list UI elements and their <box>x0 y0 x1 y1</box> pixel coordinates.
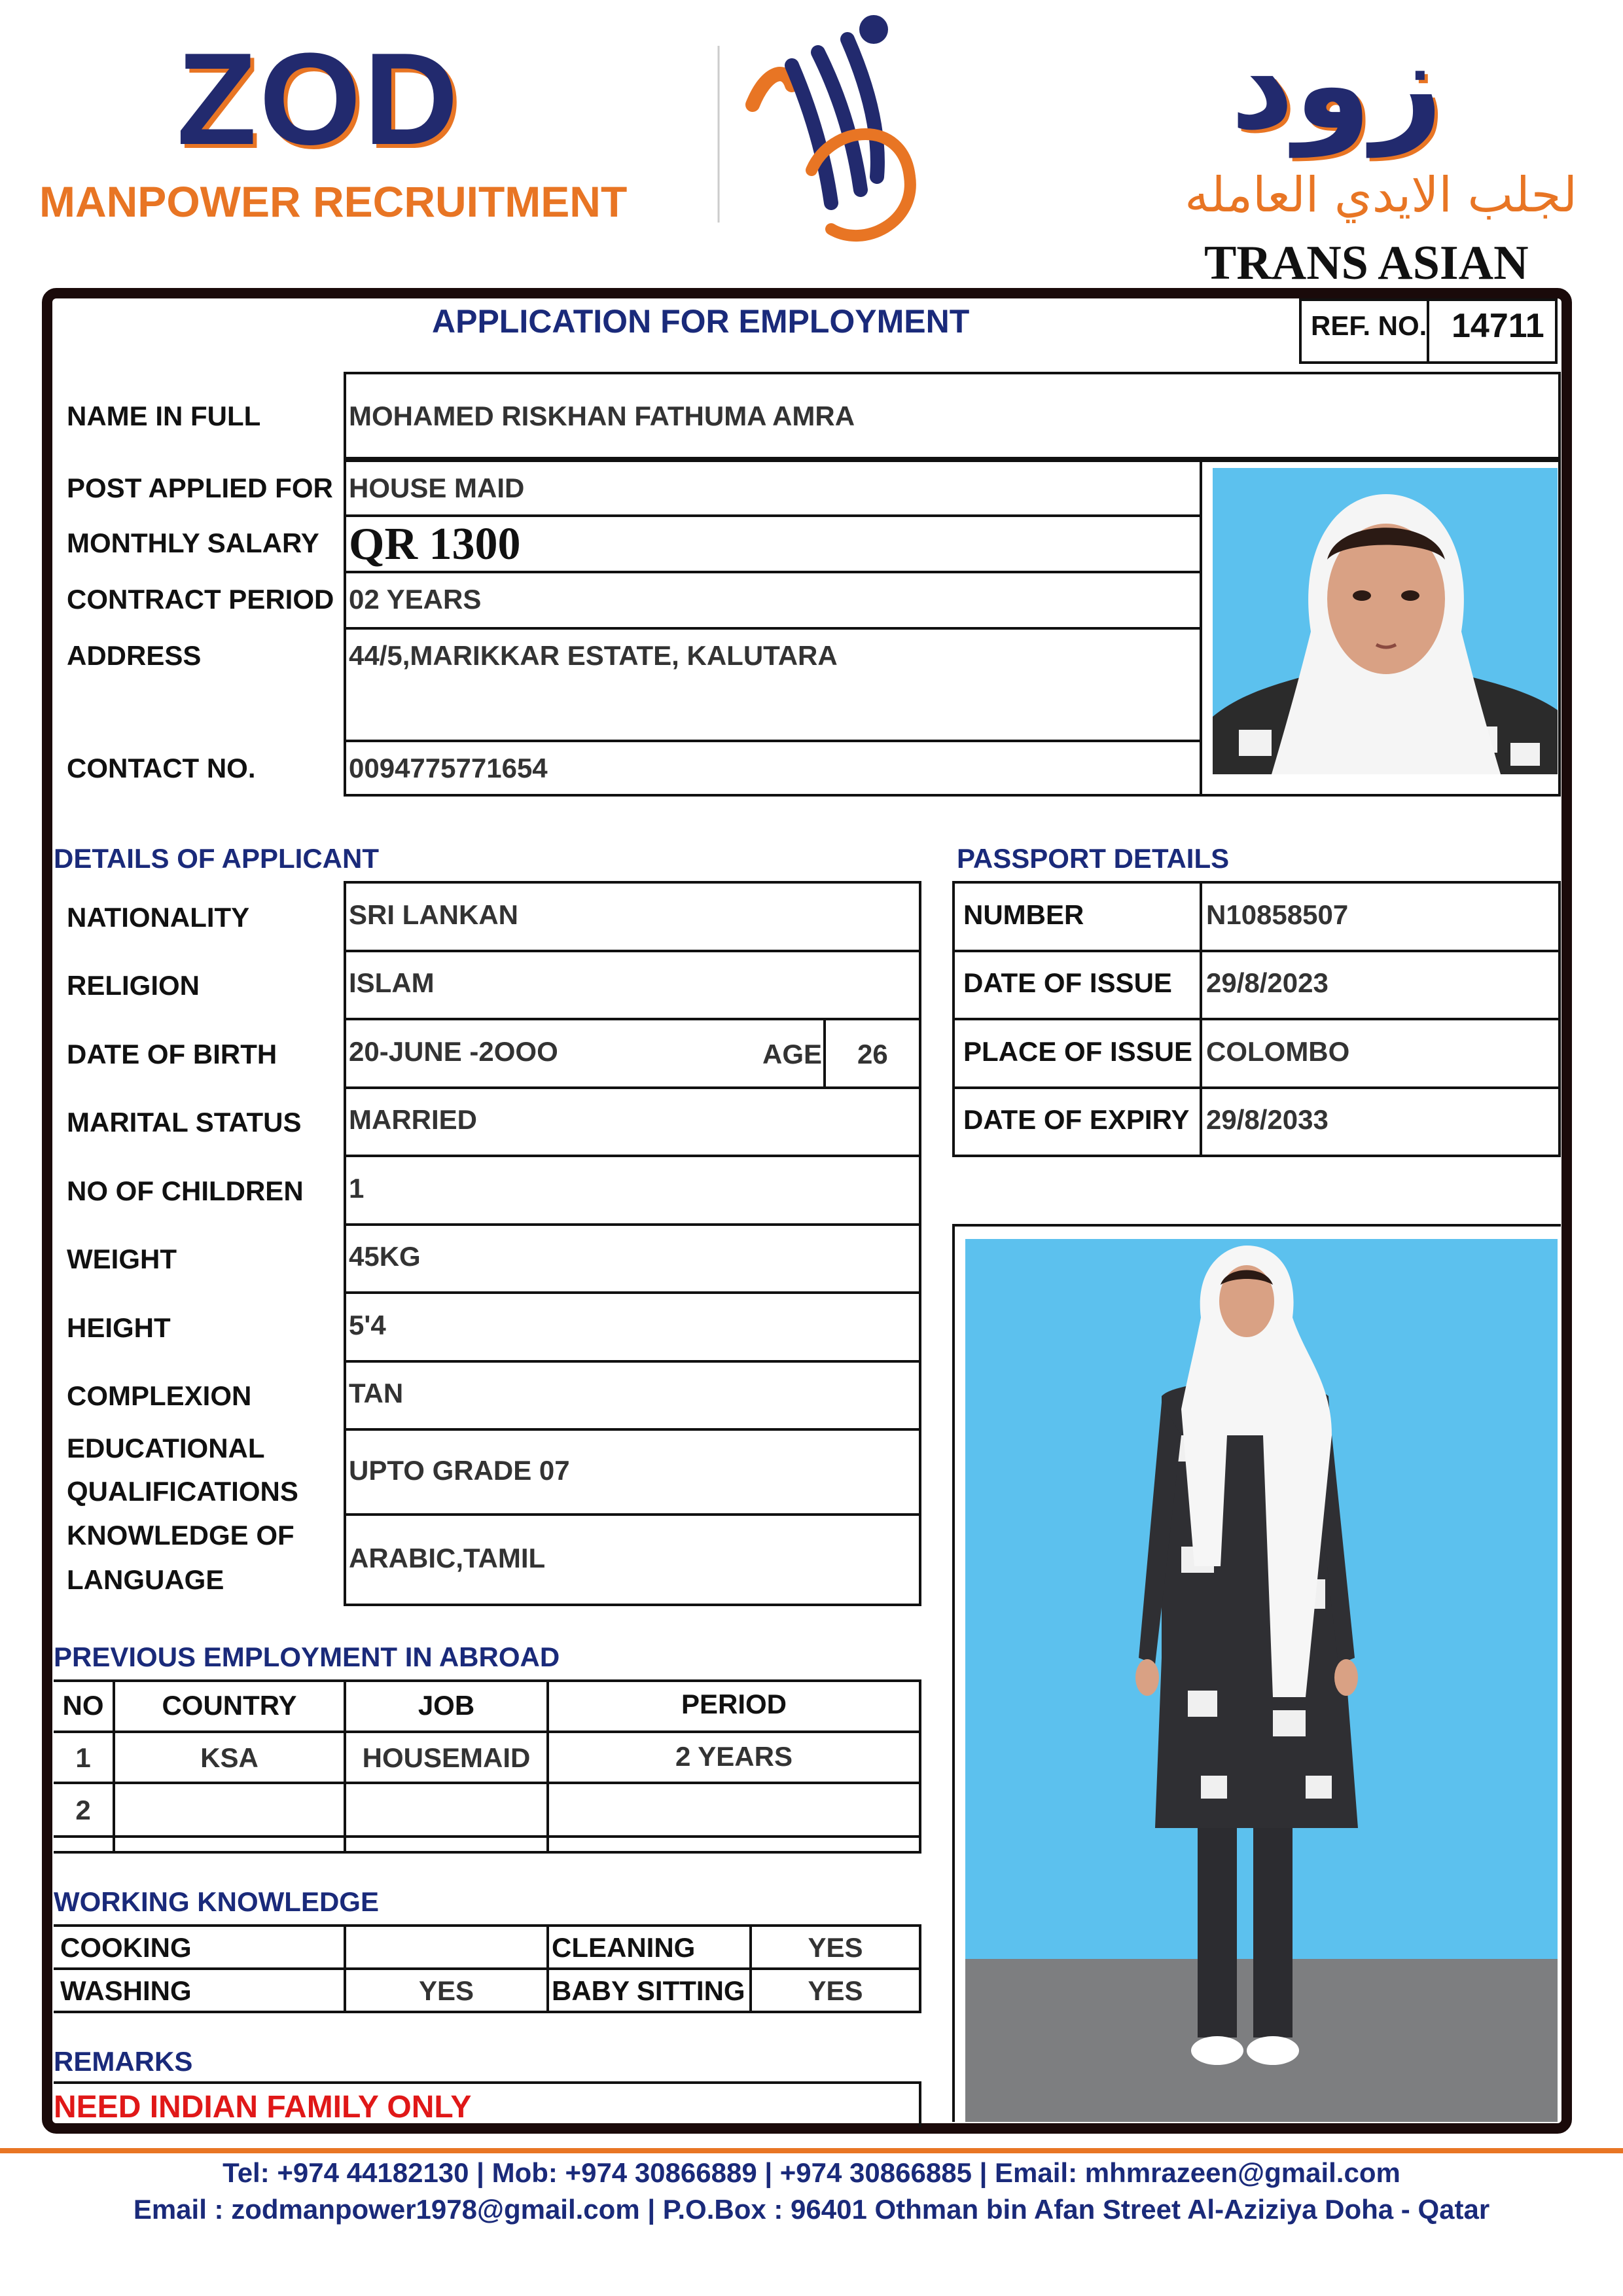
nationality-label: NATIONALITY <box>67 902 250 933</box>
company-logo-icon <box>713 7 936 255</box>
header <box>0 0 1623 288</box>
cooking-label: COOKING <box>60 1932 192 1963</box>
passport-section-title: PASSPORT DETAILS <box>957 843 1230 874</box>
passport-place-value: COLOMBO <box>1206 1036 1350 1067</box>
height-label: HEIGHT <box>67 1312 171 1343</box>
marital-value: MARRIED <box>349 1104 477 1135</box>
babysitting-label: BABY SITTING <box>552 1975 745 2006</box>
passport-issue-value: 29/8/2023 <box>1206 967 1329 998</box>
footer-line-1: Tel: +974 44182130 | Mob: +974 30866889 | +974 30866885 | Email: mhmrazeen@gmail.com <box>223 2157 1400 2188</box>
ref-label: REF. NO. <box>1311 310 1427 341</box>
employment-row-2-no: 2 <box>75 1795 91 1825</box>
address-value: 44/5,MARIKKAR ESTATE, KALUTARA <box>349 640 838 671</box>
education-label-line2: QUALIFICATIONS <box>67 1476 298 1507</box>
address-label: ADDRESS <box>67 640 202 671</box>
employment-header-no: NO <box>62 1690 104 1721</box>
passport-expiry-label: DATE OF EXPIRY <box>963 1104 1190 1135</box>
passport-number-label: NUMBER <box>963 899 1084 930</box>
language-label-line2: LANGUAGE <box>67 1564 224 1595</box>
employment-section-title: PREVIOUS EMPLOYMENT IN ABROAD <box>54 1641 560 1672</box>
passport-place-label: PLACE OF ISSUE <box>963 1036 1193 1067</box>
ref-number: 14711 <box>1452 307 1544 345</box>
salary-label: MONTHLY SALARY <box>67 528 319 558</box>
remarks-section-title: REMARKS <box>54 2046 193 2077</box>
employment-header-period: PERIOD <box>681 1689 787 1719</box>
marital-label: MARITAL STATUS <box>67 1107 302 1138</box>
children-value: 1 <box>349 1173 365 1204</box>
partner-name: TRANS ASIAN <box>1204 236 1529 290</box>
washing-value: YES <box>418 1975 474 2006</box>
age-label: AGE <box>762 1039 823 1069</box>
name-value: MOHAMED RISKHAN FATHUMA AMRA <box>349 401 855 431</box>
brand-tagline: MANPOWER RECRUITMENT <box>39 177 628 226</box>
footer-divider <box>0 2148 1623 2153</box>
employment-row-1-period: 2 YEARS <box>675 1741 793 1772</box>
employment-row-1-country: KSA <box>200 1742 259 1773</box>
applicant-section-title: DETAILS OF APPLICANT <box>54 843 379 874</box>
contract-value: 02 YEARS <box>349 584 482 615</box>
age-value: 26 <box>857 1039 888 1069</box>
post-label: POST APPLIED FOR <box>67 473 333 503</box>
babysitting-value: YES <box>808 1975 863 2006</box>
form-title: APPLICATION FOR EMPLOYMENT <box>432 303 970 340</box>
employment-header-country: COUNTRY <box>162 1690 297 1721</box>
religion-value: ISLAM <box>349 967 435 998</box>
employment-header-job: JOB <box>418 1690 475 1721</box>
religion-label: RELIGION <box>67 970 200 1001</box>
washing-label: WASHING <box>60 1975 192 2006</box>
brand-arabic-name: زود <box>1230 12 1443 157</box>
passport-expiry-value: 29/8/2033 <box>1206 1104 1329 1135</box>
height-value: 5'4 <box>349 1310 386 1340</box>
language-label-line1: KNOWLEDGE OF <box>67 1520 294 1551</box>
footer-line-2: Email : zodmanpower1978@gmail.com | P.O.Box : 96401 Othman bin Afan Street Al-Aziziya Doha - Qatar <box>133 2194 1490 2225</box>
brand-name: ZOD <box>177 26 461 172</box>
education-label-line1: EDUCATIONAL <box>67 1433 265 1463</box>
cleaning-label: CLEANING <box>552 1932 696 1963</box>
portrait-photo <box>1213 468 1558 774</box>
salary-value: QR 1300 <box>349 519 521 569</box>
employment-row-1-no: 1 <box>75 1742 91 1773</box>
working-knowledge-section-title: WORKING KNOWLEDGE <box>54 1886 379 1917</box>
contact-label: CONTACT NO. <box>67 753 256 783</box>
post-value: HOUSE MAID <box>349 473 525 503</box>
dob-label: DATE OF BIRTH <box>67 1039 277 1069</box>
passport-number-value: N10858507 <box>1206 899 1349 930</box>
passport-issue-label: DATE OF ISSUE <box>963 967 1172 998</box>
full-body-photo <box>965 1239 1558 2122</box>
complexion-value: TAN <box>349 1378 404 1408</box>
complexion-label: COMPLEXION <box>67 1380 252 1411</box>
contract-label: CONTRACT PERIOD <box>67 584 334 615</box>
weight-value: 45KG <box>349 1241 421 1272</box>
remarks-text: NEED INDIAN FAMILY ONLY <box>54 2090 472 2125</box>
contact-value: 0094775771654 <box>349 753 548 783</box>
cleaning-value: YES <box>808 1932 863 1963</box>
dob-value: 20-JUNE -2OOO <box>349 1036 558 1067</box>
brand-arabic-tagline: لجلب الايدي العامله <box>1185 167 1577 223</box>
education-value: UPTO GRADE 07 <box>349 1455 570 1486</box>
weight-label: WEIGHT <box>67 1244 177 1274</box>
nationality-value: SRI LANKAN <box>349 899 518 930</box>
children-label: NO OF CHILDREN <box>67 1175 304 1206</box>
language-value: ARABIC,TAMIL <box>349 1543 546 1573</box>
name-label: NAME IN FULL <box>67 401 261 431</box>
employment-row-1-job: HOUSEMAID <box>362 1742 531 1773</box>
